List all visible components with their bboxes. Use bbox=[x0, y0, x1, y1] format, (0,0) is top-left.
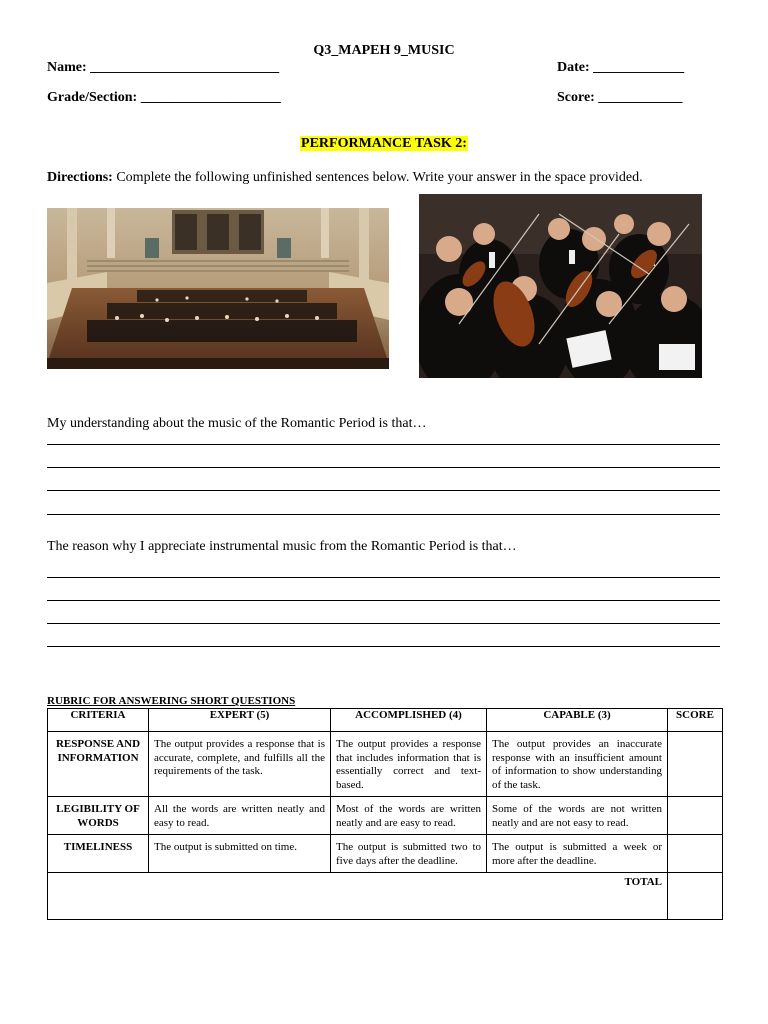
capable-cell: The output provides an inaccurate response with an insufficient amount of information to show understanding of the task. bbox=[487, 732, 668, 797]
string-section-musicians-photo bbox=[419, 194, 702, 378]
rubric-header-row bbox=[48, 709, 723, 732]
accomplished-cell: The output provides a response that includes information that is essentially correct and text-based. bbox=[331, 732, 487, 797]
accomplished-cell: The output is submitted two to five days after the deadline. bbox=[331, 835, 487, 873]
performance-task-heading bbox=[0, 136, 768, 152]
criteria-cell: LEGIBILITY OF WORDS bbox=[48, 797, 149, 835]
name-blank: ___________________________ bbox=[90, 60, 280, 75]
total-label: TOTAL bbox=[48, 873, 668, 920]
date-field[interactable] bbox=[557, 60, 684, 76]
table-row bbox=[48, 732, 723, 797]
worksheet-title: Q3_MAPEH 9_MUSIC bbox=[313, 43, 455, 58]
name-label: Name: bbox=[47, 60, 87, 75]
table-row bbox=[48, 835, 723, 873]
score-cell[interactable] bbox=[668, 732, 723, 797]
grade-section-field[interactable] bbox=[47, 90, 281, 106]
score-header: SCORE bbox=[668, 709, 723, 732]
capable-cell: Some of the words are not written neatly and are not easy to read. bbox=[487, 797, 668, 835]
score-blank: ____________ bbox=[598, 90, 683, 105]
accomplished-cell: Most of the words are written neatly and are easy to read. bbox=[331, 797, 487, 835]
grade-section-blank: ____________________ bbox=[140, 90, 281, 105]
capable-header: CAPABLE (3) bbox=[487, 709, 668, 732]
concert-hall-orchestra-photo bbox=[47, 208, 389, 369]
score-label: Score: bbox=[557, 90, 595, 105]
name-field[interactable] bbox=[47, 60, 279, 76]
total-score-cell[interactable] bbox=[668, 873, 723, 920]
criteria-cell: RESPONSE AND INFORMATION bbox=[48, 732, 149, 797]
expert-header: EXPERT (5) bbox=[149, 709, 331, 732]
sentence-prompt-1: My understanding about the music of the Romantic Period is that… bbox=[47, 416, 427, 431]
answer-line[interactable] bbox=[47, 600, 720, 601]
capable-cell: The output is submitted a week or more after the deadline. bbox=[487, 835, 668, 873]
answer-line[interactable] bbox=[47, 577, 720, 578]
date-label: Date: bbox=[557, 60, 590, 75]
performance-task-title: PERFORMANCE TASK 2: bbox=[301, 136, 467, 151]
expert-cell: The output is submitted on time. bbox=[149, 835, 331, 873]
directions-label: Directions: bbox=[47, 170, 113, 185]
answer-line[interactable] bbox=[47, 514, 720, 515]
expert-cell: All the words are written neatly and easy to read. bbox=[149, 797, 331, 835]
expert-cell: The output provides a response that is accurate, complete, and fulfills all the requirements of the task. bbox=[149, 732, 331, 797]
sentence-prompt-2: The reason why I appreciate instrumental music from the Romantic Period is that… bbox=[47, 539, 517, 554]
criteria-header: CRITERIA bbox=[48, 709, 149, 732]
score-cell[interactable] bbox=[668, 835, 723, 873]
directions bbox=[47, 170, 643, 186]
accomplished-header: ACCOMPLISHED (4) bbox=[331, 709, 487, 732]
answer-line[interactable] bbox=[47, 444, 720, 445]
grade-section-label: Grade/Section: bbox=[47, 90, 138, 105]
table-row bbox=[48, 797, 723, 835]
directions-text: Complete the following unfinished sentences below. Write your answer in the space provided. bbox=[112, 170, 643, 185]
answer-line[interactable] bbox=[47, 623, 720, 624]
rubric-title: RUBRIC FOR ANSWERING SHORT QUESTIONS bbox=[47, 695, 296, 707]
total-row bbox=[48, 873, 723, 920]
criteria-cell: TIMELINESS bbox=[48, 835, 149, 873]
answer-line[interactable] bbox=[47, 490, 720, 491]
answer-line[interactable] bbox=[47, 467, 720, 468]
date-blank: _____________ bbox=[593, 60, 685, 75]
score-cell[interactable] bbox=[668, 797, 723, 835]
score-field[interactable] bbox=[557, 90, 682, 106]
answer-line[interactable] bbox=[47, 646, 720, 647]
rubric-table bbox=[47, 708, 723, 920]
